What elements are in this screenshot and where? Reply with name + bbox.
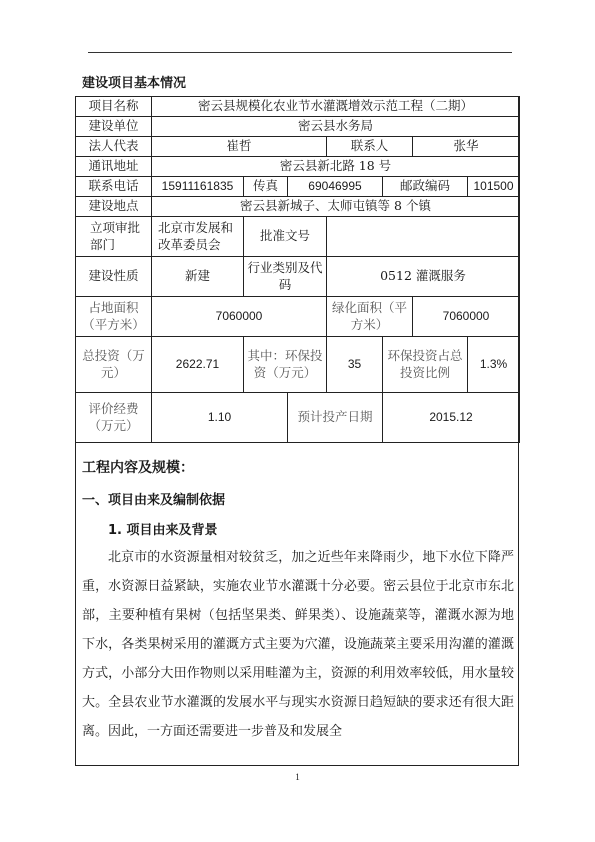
- header-rule: [88, 52, 512, 53]
- total-invest-label: 总投资（万元）: [76, 337, 152, 393]
- contact-value: 张华: [413, 137, 520, 157]
- area-value: 7060000: [152, 297, 327, 337]
- nature-value: 新建: [152, 257, 244, 297]
- project-name-value: 密云县规模化农业节水灌溉增效示范工程（二期）: [152, 97, 520, 117]
- approval-dept-label: 立项审批部门: [76, 217, 152, 257]
- phone-label: 联系电话: [76, 177, 152, 197]
- nature-label: 建设性质: [76, 257, 152, 297]
- project-info-table: [75, 96, 520, 443]
- approval-doc-value: [327, 217, 520, 257]
- table-row: [76, 157, 520, 177]
- legal-rep-label: 法人代表: [76, 137, 152, 157]
- table-row: [76, 137, 520, 157]
- eval-fee-label: 评价经费（万元）: [76, 393, 152, 443]
- table-row: [76, 117, 520, 137]
- body-paragraph: 北京市的水资源量相对较贫乏，加之近些年来降雨少，地下水位下降严重，水资源日益紧缺，实施农业节水灌溉十分必要。密云县位于北京市东北部，主要种植有果树（包括坚果类、鲜果类）、设施蔬菜等，灌溉水源为地下水，各类果树采用的灌溉方式主要为穴灌，设施蔬菜主要采用沟灌的灌溉方式，小部分大田作物则以采用畦灌为主，资源的利用效率较低，用水量较大。全县农业节水灌溉的发展水平与现实水资源日趋短缺的要求还有很大距离。因此，一方面还需要进一步普及和发展全: [82, 550, 514, 739]
- table-row: [76, 197, 520, 217]
- legal-rep-value: 崔哲: [152, 137, 327, 157]
- project-name-label: 项目名称: [76, 97, 152, 117]
- page-number: 1: [295, 772, 300, 782]
- approval-dept-value: 北京市发展和改革委员会: [152, 217, 244, 257]
- section-title: 建设项目基本情况: [82, 76, 187, 91]
- phone-value: 15911161835: [152, 177, 244, 197]
- site-label: 建设地点: [76, 197, 152, 217]
- env-ratio-label: 环保投资占总投资比例: [383, 337, 468, 393]
- green-area-label: 绿化面积（平方米）: [327, 297, 413, 337]
- fax-value: 69046995: [288, 177, 383, 197]
- table-row: [76, 257, 520, 297]
- postcode-value: 101500: [468, 177, 520, 197]
- unit-value: 密云县水务局: [152, 117, 520, 137]
- table-row: [76, 393, 520, 443]
- postcode-label: 邮政编码: [383, 177, 468, 197]
- content-heading: 工程内容及规模：: [82, 460, 194, 476]
- table-row: [76, 177, 520, 197]
- prod-date-label: 预计投产日期: [288, 393, 383, 443]
- industry-value: 0512 灌溉服务: [327, 257, 520, 297]
- env-ratio-value: 1.3%: [468, 337, 520, 393]
- unit-label: 建设单位: [76, 117, 152, 137]
- site-value: 密云县新城子、太师屯镇等 8 个镇: [152, 197, 520, 217]
- table-row: [76, 97, 520, 117]
- green-area-value: 7060000: [413, 297, 520, 337]
- sub-sub-heading: 1. 项目由来及背景: [108, 523, 218, 538]
- env-invest-value: 35: [327, 337, 383, 393]
- prod-date-value: 2015.12: [383, 393, 520, 443]
- table-row: [76, 337, 520, 393]
- address-value: 密云县新北路 18 号: [152, 157, 520, 177]
- industry-label: 行业类别及代码: [244, 257, 327, 297]
- contact-label: 联系人: [327, 137, 413, 157]
- area-label: 占地面积（平方米）: [76, 297, 152, 337]
- eval-fee-value: 1.10: [152, 393, 288, 443]
- approval-doc-label: 批准文号: [244, 217, 327, 257]
- table-row: [76, 217, 520, 257]
- fax-label: 传真: [244, 177, 288, 197]
- address-label: 通讯地址: [76, 157, 152, 177]
- table-row: [76, 297, 520, 337]
- sub-heading: 一、项目由来及编制依据: [82, 493, 226, 508]
- env-invest-label: 其中：环保投资（万元）: [244, 337, 327, 393]
- total-invest-value: 2622.71: [152, 337, 244, 393]
